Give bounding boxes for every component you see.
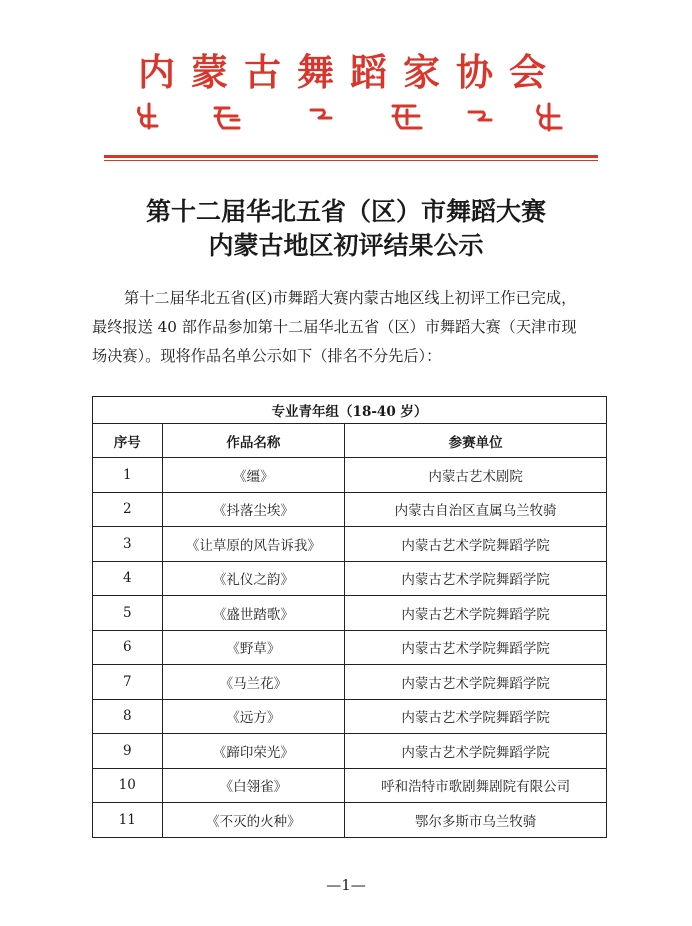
intro-paragraph <box>92 284 612 371</box>
table-row <box>93 665 607 700</box>
cell-index: 1 <box>93 458 163 493</box>
table-row <box>93 596 607 631</box>
table-row <box>93 630 607 665</box>
cell-work-title: 《抖落尘埃》 <box>162 492 345 527</box>
header-organization: 参赛单位 <box>345 424 607 458</box>
cell-index: 8 <box>93 699 163 734</box>
cell-work-title: 《白翎雀》 <box>162 768 345 803</box>
cell-index: 2 <box>93 492 163 527</box>
cell-index: 7 <box>93 665 163 700</box>
intro-line: 场决赛）。现将作品名单公示如下（排名不分先后）： <box>92 347 442 365</box>
cell-work-title: 《野草》 <box>162 630 345 665</box>
cell-index: 3 <box>93 527 163 562</box>
table-header-row <box>93 424 607 458</box>
cell-work-title: 《蹄印荣光》 <box>162 734 345 769</box>
cell-organization: 内蒙古艺术学院舞蹈学院 <box>345 561 607 596</box>
cell-index: 9 <box>93 734 163 769</box>
letterhead-rule-thin <box>104 160 598 161</box>
table-row <box>93 768 607 803</box>
cell-organization: 内蒙古艺术学院舞蹈学院 <box>345 734 607 769</box>
cell-index: 6 <box>93 630 163 665</box>
page-number: —1— <box>326 876 366 894</box>
cell-work-title: 《盛世踏歌》 <box>162 596 345 631</box>
cell-organization: 内蒙古艺术学院舞蹈学院 <box>345 665 607 700</box>
letterhead-rule-thick <box>104 155 598 158</box>
intro-line: 第十二届华北五省(区)市舞蹈大赛内蒙古地区线上初评工作已完成， <box>124 289 577 307</box>
document-title-line2: 内蒙古地区初评结果公示 <box>208 231 484 260</box>
table-row <box>93 458 607 493</box>
cell-work-title: 《远方》 <box>162 699 345 734</box>
table-row <box>93 699 607 734</box>
table-row <box>93 527 607 562</box>
cell-work-title: 《让草原的风告诉我》 <box>162 527 345 562</box>
cell-work-title: 《缰》 <box>162 458 345 493</box>
cell-organization: 内蒙古艺术剧院 <box>345 458 607 493</box>
results-table <box>92 396 607 838</box>
cell-index: 10 <box>93 768 163 803</box>
cell-organization: 内蒙古艺术学院舞蹈学院 <box>345 630 607 665</box>
header-index: 序号 <box>93 424 163 458</box>
table-row <box>93 561 607 596</box>
cell-work-title: 《不灭的火种》 <box>162 803 345 838</box>
cell-work-title: 《礼仪之韵》 <box>162 561 345 596</box>
cell-index: 5 <box>93 596 163 631</box>
org-name: 内蒙古舞蹈家协会 <box>138 51 562 94</box>
header-work-title: 作品名称 <box>162 424 345 458</box>
cell-organization: 内蒙古艺术学院舞蹈学院 <box>345 527 607 562</box>
table-row <box>93 492 607 527</box>
cell-organization: 内蒙古艺术学院舞蹈学院 <box>345 596 607 631</box>
document-title-line1: 第十二届华北五省（区）市舞蹈大赛 <box>145 197 546 226</box>
cell-organization: 内蒙古艺术学院舞蹈学院 <box>345 699 607 734</box>
cell-index: 4 <box>93 561 163 596</box>
cell-organization: 鄂尔多斯市乌兰牧骑 <box>345 803 607 838</box>
intro-line: 最终报送 40 部作品参加第十二届华北五省（区）市舞蹈大赛（天津市现 <box>92 318 577 336</box>
cell-work-title: 《马兰花》 <box>162 665 345 700</box>
cell-organization: 内蒙古自治区直属乌兰牧骑 <box>345 492 607 527</box>
org-name-mongolian-script <box>135 100 565 134</box>
cell-index: 11 <box>93 803 163 838</box>
table-row <box>93 803 607 838</box>
cell-organization: 呼和浩特市歌剧舞剧院有限公司 <box>345 768 607 803</box>
table-caption: 专业青年组（18-40 岁） <box>93 397 607 424</box>
table-row <box>93 734 607 769</box>
